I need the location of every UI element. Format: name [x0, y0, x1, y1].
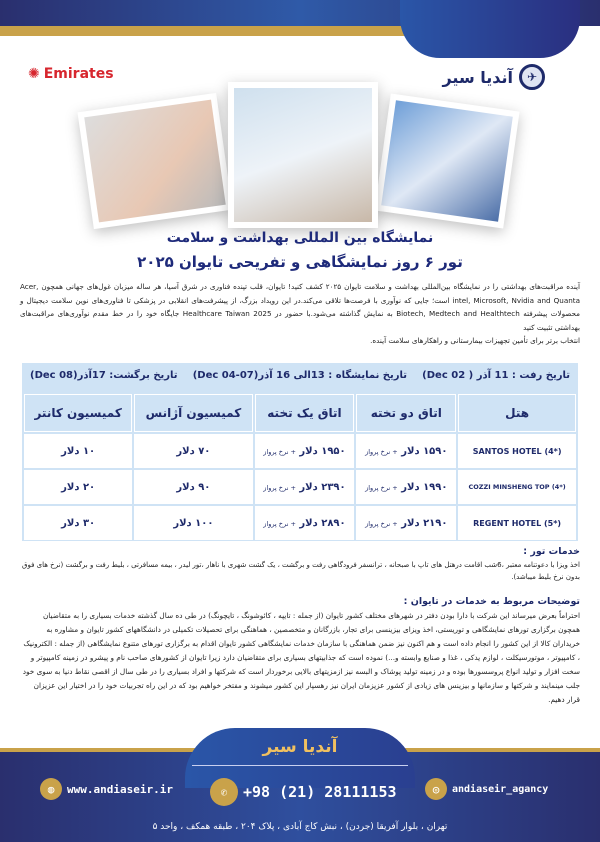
agency-cell: ۷۰ دلار — [134, 434, 252, 468]
table-row — [24, 470, 576, 504]
intro — [20, 280, 580, 348]
photo-medical-blocks — [228, 82, 378, 228]
expo-date: تاریخ نمایشگاه : 13الی 16 آذر(Dec 04-07) — [192, 370, 408, 381]
table-row — [24, 434, 576, 468]
description-title: توضیحات مربوط به خدمات در تایوان : — [403, 596, 580, 607]
return-date: تاریخ برگشت: 17آذر(Dec 08) — [30, 370, 178, 381]
col-double: اتاق دو تخته — [356, 394, 456, 432]
services-title: خدمات تور : — [523, 546, 580, 557]
emirates-logo — [28, 66, 114, 82]
footer-brand: آندیا سیر — [262, 737, 338, 757]
counter-cell: ۲۰ دلار — [24, 470, 132, 504]
agency-cell: ۱۰۰ دلار — [134, 506, 252, 540]
title-line1: نمایشگاه بین المللی بهداشت و سلامت — [166, 230, 434, 246]
counter-cell: ۱۰ دلار — [24, 434, 132, 468]
double-cell: ۲۱۹۰ دلار + نرخ پرواز — [356, 506, 456, 540]
services-section — [20, 546, 580, 584]
intro-tagline: انتخاب برتر برای تأمین تجهیزات بیمارستانی و راهکارهای سلامت آینده. — [370, 336, 580, 345]
hotel-cell: REGENT HOTEL (5*) — [458, 506, 576, 540]
agency-cell: ۹۰ دلار — [134, 470, 252, 504]
hotel-cell: SANTOS HOTEL (4*) — [458, 434, 576, 468]
partner-name: Emirates — [43, 66, 114, 82]
photo-lab — [374, 94, 519, 229]
intro-paragraph: آینده مراقبت‌های بهداشتی را در نمایشگاه بین‌المللی بهداشت و سلامت تایوان ۲۰۲۵ کشف کنید! تایوان، قلب تپنده فناوری در شرق آسیا، هر ساله میزبان غول‌های جهانی همچون Acer, intel, Microsoft, Nvidia and Quanta است؛ جایی که نوآوری با فرصت‌ها تلاقی می‌کند.در این رویداد بزرگ، از پیشرفت‌های انقلابی در پزشکی تا فناوری‌های نوین سلامت دیجیتال و محصولات پیشرفته Biotech, Medtech and Healthtech به نمایش گذاشته می‌شود.با حضور در Healthcare Taiwan 2025 جایگاه خود را در خط مقدم نوآوری‌های مراقبت‌های بهداشتی تثبیت کنید — [20, 282, 580, 332]
col-hotel: هتل — [458, 394, 576, 432]
col-counter: کمیسیون کانتر — [24, 394, 132, 432]
divider — [192, 765, 408, 766]
top-tab — [400, 0, 580, 58]
instagram-icon: ◎ — [425, 778, 447, 800]
double-cell: ۱۵۹۰ دلار + نرخ پرواز — [356, 434, 456, 468]
col-agency: کمیسیون آژانس — [134, 394, 252, 432]
phone-text: +98 (21) 28111153 — [243, 783, 397, 801]
instagram-text: andiaseir_agancy — [452, 783, 549, 795]
instagram-link[interactable] — [425, 778, 548, 800]
counter-cell: ۳۰ دلار — [24, 506, 132, 540]
photo-cosmetic — [77, 93, 232, 229]
double-cell: ۱۹۹۰ دلار + نرخ پرواز — [356, 470, 456, 504]
col-single: اتاق یک تخته — [255, 394, 355, 432]
price-table — [22, 392, 578, 542]
hotel-cell: COZZI MINSHENG TOP (4*) — [458, 470, 576, 504]
phone-link[interactable] — [210, 778, 397, 806]
services-text: اخذ ویزا با دعوتنامه معتبر ،6شب اقامت درهتل های تاپ با صبحانه ، ترانسفر فرودگاهی رفت و برگشت ، یک گشت شهری با ناهار ،تور لیدر ، بیمه مسافرتی ، بلیط رفت و برگشت (نرخ های فوق بدون نرخ بلیط میباشد). — [22, 560, 580, 581]
title-line2: تور ۶ روز نمایشگاهی و تفریحی تایوان ۲۰۲۵ — [137, 253, 463, 271]
plane-emblem-icon: ✈ — [519, 64, 545, 90]
website-text: www.andiaseir.ir — [67, 782, 173, 796]
andiaseir-logo — [442, 64, 545, 90]
address: تهران ، بلوار آفریقا (جردن) ، نبش کاج آبادی ، پلاک ۲۰۴ ، طبقه همکف ، واحد ۵ — [152, 822, 448, 832]
gold-stripe — [0, 26, 410, 36]
website-link[interactable] — [40, 778, 173, 800]
emirates-emblem-icon: ✺ — [28, 66, 40, 82]
description-text: احتراماً بعرض میرساند این شرکت با دارا بودن دفتر در شهرهای مختلف کشور تایوان (از جمله : تایپه ، کائوشونگ ، تایچونگ) در طی ده سال گذشته خدمات بسیاری را به متقاضیان همچون برگزاری تورهای نمایشگاهی و توریستی، اخذ ویزای بیزینسی برای تجار، بازرگانان و متخصصین ، هماهنگی برای تحصیلات تکمیلی در دانشگاههای کشور تایوان و مشاوره به خریداران کالا از این کشور را انجام داده است و هم اکنون نیز ضمن هماهنگی با سازمان خدمات نمایشگاهی کشور تایوان اقدام به برگزاری تورهای متنوع نمایشگاهی (از جمله : الکترونیک ، کامپیوتر ، موتورسیکلت ، لوازم یدکی ، غذا و صنایع وابسته و...) نموده است که جذابیتهای بسیاری برای متقاضیان دارد زیرا تایوان از کشورهای صاحب نام و پیشرو در زمینه کامپیوتر و سخت افزار و تولید انواع پروسسورها بوده و در زمینه تولید پوشاک و البسه نیز ازمزیتهای بالایی برخوردار است که شرکتها و افراد بسیاری را در طی سال از اقصی نقاط دنیا به سوی خود جلب مینمایند و شرکتها و سازمانها و بیزینس های زیادی از کشور عزیزمان ایران نیز رهسپار این کشور میشوند و مفتخر خواهیم بود که در این راه تجربیات خود را در اختیار این عزیزان قرار دهیم. — [22, 610, 580, 704]
depart-date: تاریخ رفت : 11 آذر ( Dec 02) — [422, 370, 570, 381]
brand-name: آندیا سیر — [442, 67, 513, 87]
globe-icon: ◍ — [40, 778, 62, 800]
description-section — [20, 596, 580, 707]
phone-icon: ✆ — [210, 778, 238, 806]
table-row — [24, 506, 576, 540]
table-header — [24, 394, 576, 432]
dates-row — [22, 363, 578, 388]
single-cell: ۱۹۵۰ دلار + نرخ پرواز — [255, 434, 355, 468]
single-cell: ۲۳۹۰ دلار + نرخ پرواز — [255, 470, 355, 504]
single-cell: ۲۸۹۰ دلار + نرخ پرواز — [255, 506, 355, 540]
